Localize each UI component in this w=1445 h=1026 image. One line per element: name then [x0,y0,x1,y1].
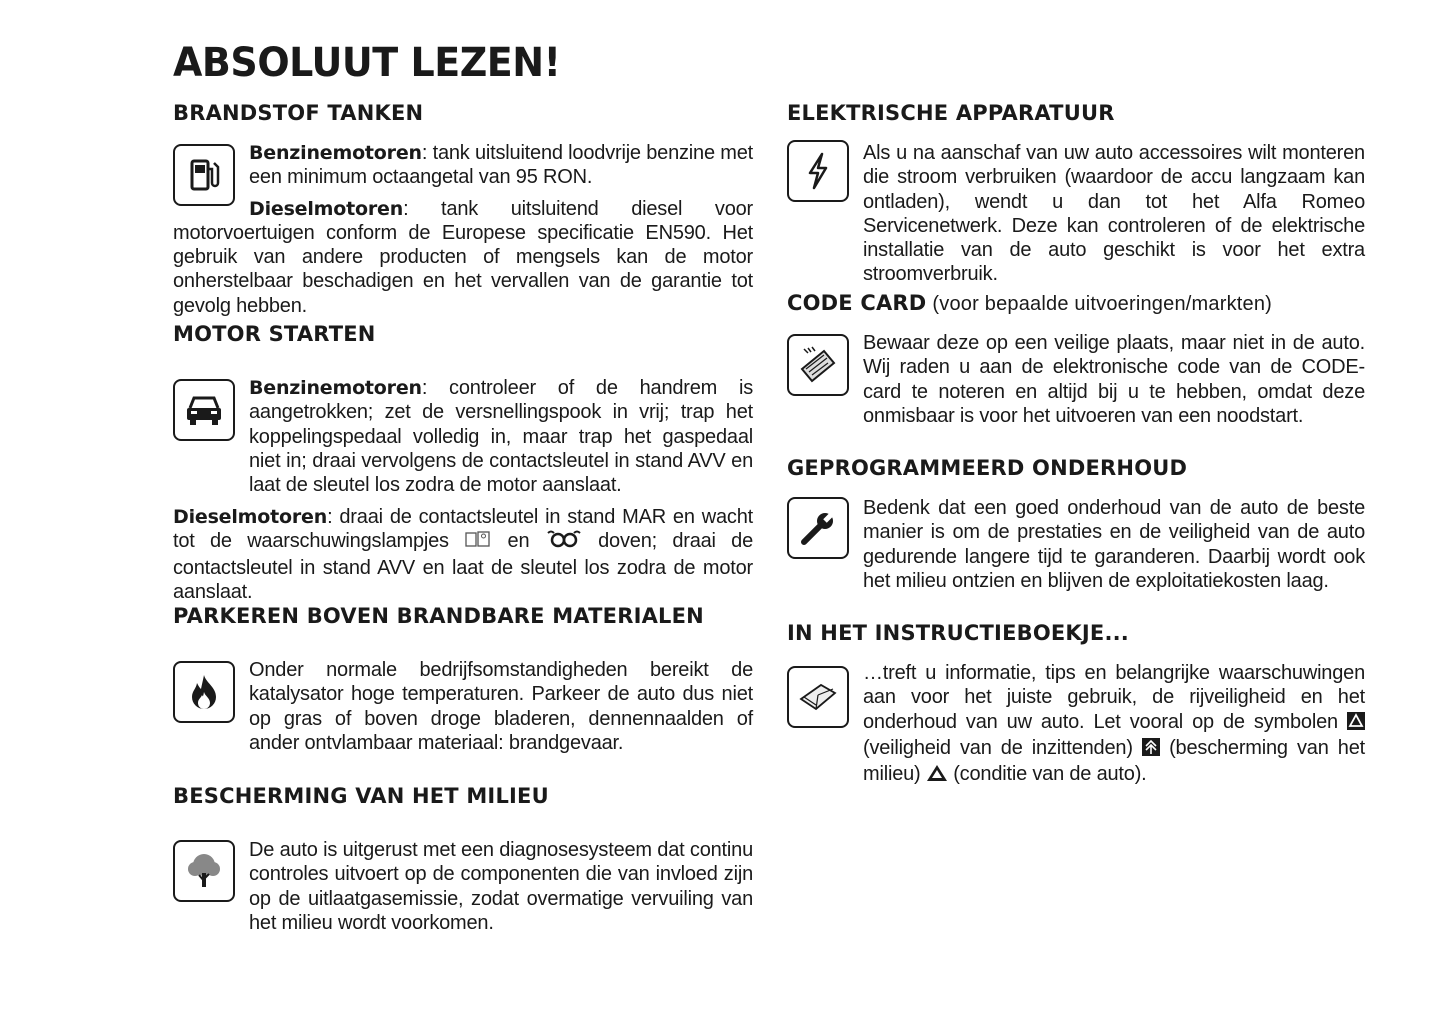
section-motor-benzine: Benzinemotoren: controleer of de handrem is aangetrokken; zet de versnellingspook in vrij; trap het koppelingspedaal volledig in, maar trap het gaspedaal niet in; draai vervolgens de contactsleutel in stand AVV en laat de sleutel los zodra de motor aanslaat. [249,377,753,497]
heading-elektrisch: ELEKTRISCHE APPARATUUR [787,101,1115,125]
safety-warning-icon [1347,712,1365,736]
section-parkeren: Onder normale bedrijfsomstandigheden bereikt de katalysator hoge temperaturen. Parkeer de auto dus niet op gras of boven droge bladeren, dennennaalden of ander ontvlambaar materiaal: brandgevaar. [249,659,753,754]
heading-motor-starten: MOTOR STARTEN [173,322,376,346]
heading-code-card: CODE CARD (voor bepaalde uitvoeringen/markten) [787,291,1273,315]
section-brandstof: Benzinemotoren: tank uitsluitend loodvrije benzine met een minimum octaangetal van 95 RON. Dieselmotoren: tank uitsluitend diesel voor motorvoertuigen conform de Europese specificatie EN590. Het gebruik van andere producten of mengsels kan de motor onherstelbaar beschadigen en het vervallen van de garantie tot gevolg hebben. [173,142,753,317]
glow-plug-icon [545,529,583,555]
section-milieu: De auto is uitgerust met een diagnosesysteem dat continu controles uitvoert op de componenten die van invloed zijn op de uitlaatgasemissie, zodat overmatige vervuiling van het milieu wordt voorkomen. [249,839,753,934]
heading-parkeren: PARKEREN BOVEN BRANDBARE MATERIALEN [173,604,704,628]
section-motor-diesel: Dieselmotoren: draai de contactsleutel in stand MAR en wacht tot de waarschuwingslampjes en doven; draai de contactsleutel in stand AVV en laat de sleutel los zodra de motor aanslaat. [173,506,753,603]
fuel-pump-icon [173,144,235,206]
section-elektrisch: Als u na aanschaf van uw auto accessoires wilt monteren die stroom verbruiken (waardoor de accu langzaam kan ontladen), wendt u dan tot het Alfa Romeo Servicenetwerk. Deze kan controleren of de elektrische installatie van de auto geschikt is voor het extra stroomverbruik. [863,142,1365,286]
vehicle-condition-icon [926,764,948,788]
warning-lamps-icon [464,529,492,555]
environment-icon [1142,738,1160,762]
page-title: ABSOLUUT LEZEN! [173,40,561,86]
heading-brandstof: BRANDSTOF TANKEN [173,101,424,125]
heading-milieu: BESCHERMING VAN HET MILIEU [173,784,549,808]
section-onderhoud: Bedenk dat een goed onderhoud van de auto de beste manier is om de prestaties en de veiligheid van de auto gedurende langere tijd te garanderen. Daarbij wordt ook het milieu ontzien en blijven de exploitatiekosten laag. [863,497,1365,592]
section-code-card: Bewaar deze op een veilige plaats, maar niet in de auto. Wij raden u aan de elektronische code van de CODE-card te noteren en altijd bij u te hebben, omdat deze onmisbaar is voor het uitvoeren van een noodstart. [863,332,1365,427]
section-instructie: …treft u informatie, tips en belangrijke waarschuwingen aan voor het juiste gebruik, de rijveiligheid en het onderhoud van uw auto. Let vooral op de symbolen (veiligheid van de inzittenden) (bescherming van het milieu) (conditie van de auto). [787,661,1365,788]
heading-onderhoud: GEPROGRAMMEERD ONDERHOUD [787,456,1188,480]
heading-instructie: IN HET INSTRUCTIEBOEKJE... [787,621,1129,645]
